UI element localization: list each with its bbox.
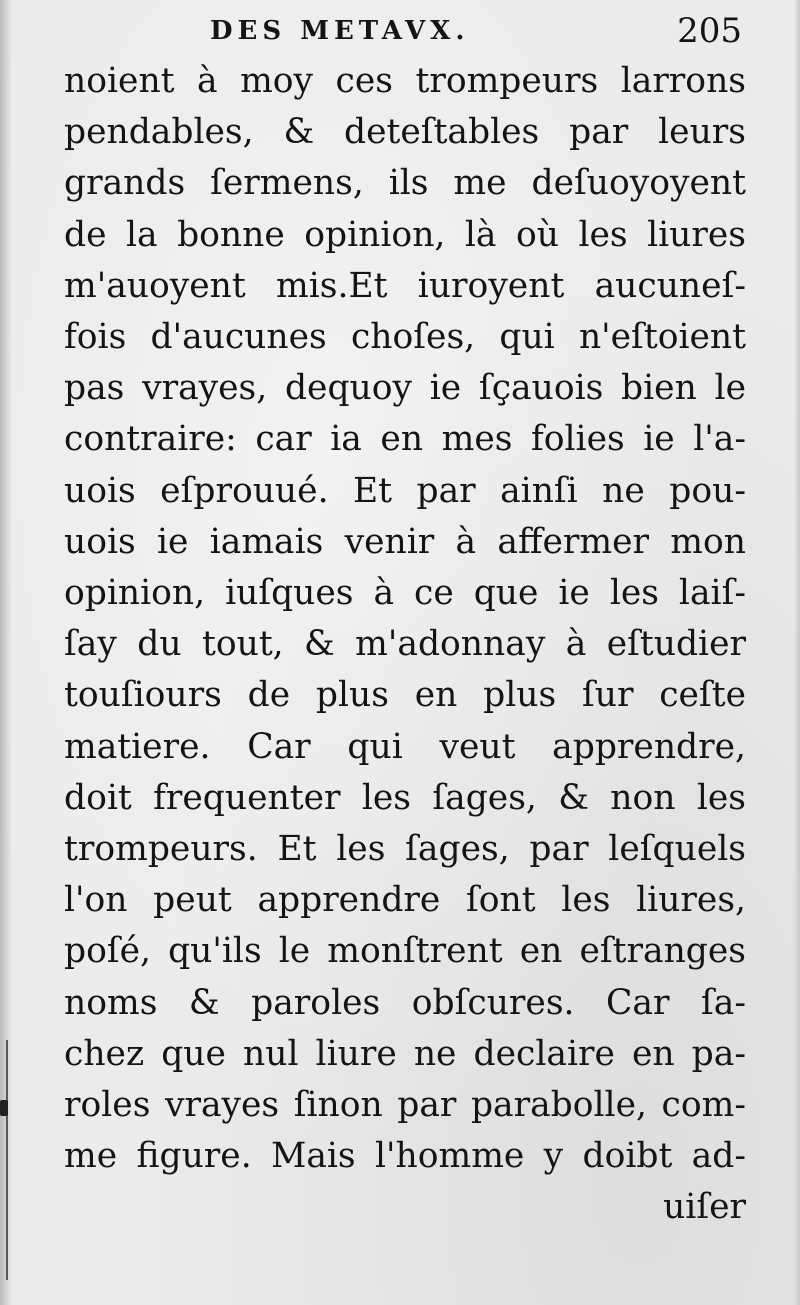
text-line: matiere. Car qui veut apprendre, (64, 726, 746, 767)
text-line: m'auoyent mis.Et iuroyent aucuneſ- (64, 265, 746, 306)
text-line: grands ſermens, ils me deſuoyoyent (64, 163, 746, 204)
text-line: pendables, & deteſtables par leurs (64, 112, 746, 153)
text-line: contraire: car ia en mes folies ie l'a- (64, 419, 746, 460)
text-line: noms & paroles obſcures. Car ſa- (64, 982, 746, 1023)
text-line: touſiours de plus en plus ſur ceſte (64, 675, 746, 716)
text-line: l'on peut apprendre ſont les liures, (64, 880, 746, 921)
text-line: poſé, qu'ils le monſtrent en eſtranges (64, 931, 746, 972)
body-text (64, 56, 746, 1234)
text-line: uois eſprouué. Et par ainſi ne pou- (64, 470, 746, 511)
text-line: trompeurs. Et les ſages, par leſquels (64, 829, 746, 870)
text-line: me figure. Mais l'homme y doibt ad- (64, 1136, 746, 1177)
text-line: noient à moy ces trompeurs larrons (64, 61, 746, 101)
text-line: opinion, iuſques à ce que ie les laiſ- (64, 573, 746, 614)
text-line: chez que nul liure ne declaire en pa- (64, 1033, 746, 1074)
text-line: roles vrayes ſinon par parabolle, com- (64, 1085, 746, 1126)
text-line: ſay du tout, & m'adonnay à eſtudier (64, 624, 746, 665)
text-line: pas vrayes, dequoy ie ſçauois bien le (64, 368, 746, 409)
binding-thread (6, 1040, 8, 1280)
text-line: doit frequenter les ſages, & non les (64, 777, 746, 818)
page-number: 205 (677, 11, 742, 51)
catchword: uiſer (663, 1187, 746, 1228)
text-line: fois d'aucunes choſes, qui n'eſtoient (64, 317, 746, 358)
binding-mark (0, 1100, 8, 1116)
text-line: uois ie iamais venir à affermer mon (64, 521, 746, 562)
text-line: de la bonne opinion, là où les liures (64, 214, 746, 255)
page-right-edge-shadow (794, 0, 800, 1305)
running-head: DES METAVX. (210, 16, 470, 46)
